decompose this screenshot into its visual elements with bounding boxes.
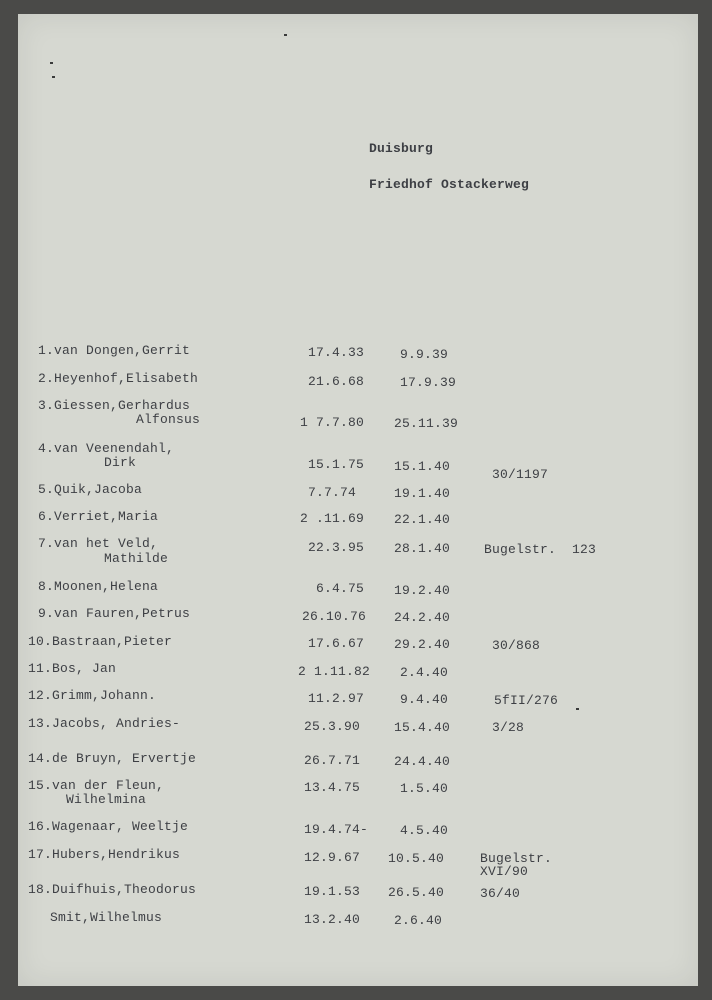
entry-name: 18.Duifhuis,Theodorus <box>28 882 197 897</box>
entry-name: 6.Verriet,Maria <box>38 509 159 524</box>
punch-mark <box>52 76 55 78</box>
header-cemetery: Friedhof Ostackerweg <box>369 177 530 192</box>
entry-born: 12.9.67 <box>304 850 361 865</box>
entry-died: 4.5.40 <box>400 823 449 838</box>
entry-born: 17.4.33 <box>308 345 365 360</box>
entry-born: 26.7.71 <box>304 753 361 768</box>
entry-born: 26.10.76 <box>302 609 367 624</box>
entry-died: 10.5.40 <box>388 851 445 866</box>
entry-died: 15.4.40 <box>394 720 451 735</box>
entry-name: Smit,Wilhelmus <box>50 910 163 925</box>
entry-born: 21.6.68 <box>308 374 365 389</box>
entry-name: 11.Bos, Jan <box>28 661 117 676</box>
punch-mark <box>576 708 579 710</box>
entry-name-continued: Dirk <box>104 455 137 470</box>
entry-died: 15.1.40 <box>394 459 451 474</box>
entry-note: 30/1197 <box>492 467 549 482</box>
entry-died: 9.4.40 <box>400 692 449 707</box>
entry-name-continued: Mathilde <box>104 551 169 566</box>
entry-note: 3/28 <box>492 720 525 735</box>
entry-name: 1.van Dongen,Gerrit <box>38 343 191 358</box>
entry-name-continued: Alfonsus <box>136 412 201 427</box>
entry-died: 9.9.39 <box>400 347 449 362</box>
entry-name-continued: Wilhelmina <box>66 792 147 807</box>
entry-born: 2 .11.69 <box>300 511 365 526</box>
entry-born: 19.4.74- <box>304 822 369 837</box>
entry-name: 8.Moonen,Helena <box>38 579 159 594</box>
entry-died: 25.11.39 <box>394 416 459 431</box>
entry-died: 2.4.40 <box>400 665 449 680</box>
entry-name: 7.van het Veld, <box>38 536 159 551</box>
entry-born: 22.3.95 <box>308 540 365 555</box>
entry-died: 24.2.40 <box>394 610 451 625</box>
punch-mark <box>50 62 53 64</box>
entry-born: 19.1.53 <box>304 884 361 899</box>
entry-name: 10.Bastraan,Pieter <box>28 634 173 649</box>
entry-name: 13.Jacobs, Andries- <box>28 716 181 731</box>
entry-born: 17.6.67 <box>308 636 365 651</box>
entry-died: 29.2.40 <box>394 637 451 652</box>
entry-note-continued: XVI/90 <box>480 864 529 879</box>
entry-name: 5.Quik,Jacoba <box>38 482 143 497</box>
header-city: Duisburg <box>369 141 434 156</box>
entry-died: 19.2.40 <box>394 583 451 598</box>
entry-born: 13.2.40 <box>304 912 361 927</box>
entry-name: 17.Hubers,Hendrikus <box>28 847 181 862</box>
entry-died: 17.9.39 <box>400 375 457 390</box>
entry-died: 28.1.40 <box>394 541 451 556</box>
entry-born: 15.1.75 <box>308 457 365 472</box>
entry-note: 36/40 <box>480 886 521 901</box>
entry-died: 1.5.40 <box>400 781 449 796</box>
entry-name: 14.de Bruyn, Ervertje <box>28 751 197 766</box>
entry-name: 3.Giessen,Gerhardus <box>38 398 191 413</box>
entry-name: 15.van der Fleun, <box>28 778 165 793</box>
entry-born: 25.3.90 <box>304 719 361 734</box>
entry-name: 12.Grimm,Johann. <box>28 688 157 703</box>
entry-note: 30/868 <box>492 638 541 653</box>
entry-died: 2.6.40 <box>394 913 443 928</box>
entry-name: 9.van Fauren,Petrus <box>38 606 191 621</box>
entry-died: 19.1.40 <box>394 486 451 501</box>
punch-mark <box>284 34 287 36</box>
entry-born: 2 1.11.82 <box>298 664 371 679</box>
entry-died: 22.1.40 <box>394 512 451 527</box>
entry-name: 16.Wagenaar, Weeltje <box>28 819 189 834</box>
entry-died: 26.5.40 <box>388 885 445 900</box>
entry-name: 2.Heyenhof,Elisabeth <box>38 371 199 386</box>
entry-born: 6.4.75 <box>316 581 365 596</box>
entry-note: Bugelstr. 123 <box>484 542 597 557</box>
entry-born: 11.2.97 <box>308 691 365 706</box>
entry-note: 5fII/276 <box>494 693 559 708</box>
entry-born: 7.7.74 <box>308 485 357 500</box>
entry-name: 4.van Veenendahl, <box>38 441 175 456</box>
entry-note: Bugelstr. <box>480 851 553 866</box>
document-page <box>18 14 698 986</box>
entry-died: 24.4.40 <box>394 754 451 769</box>
entry-born: 13.4.75 <box>304 780 361 795</box>
entry-born: 1 7.7.80 <box>300 415 365 430</box>
